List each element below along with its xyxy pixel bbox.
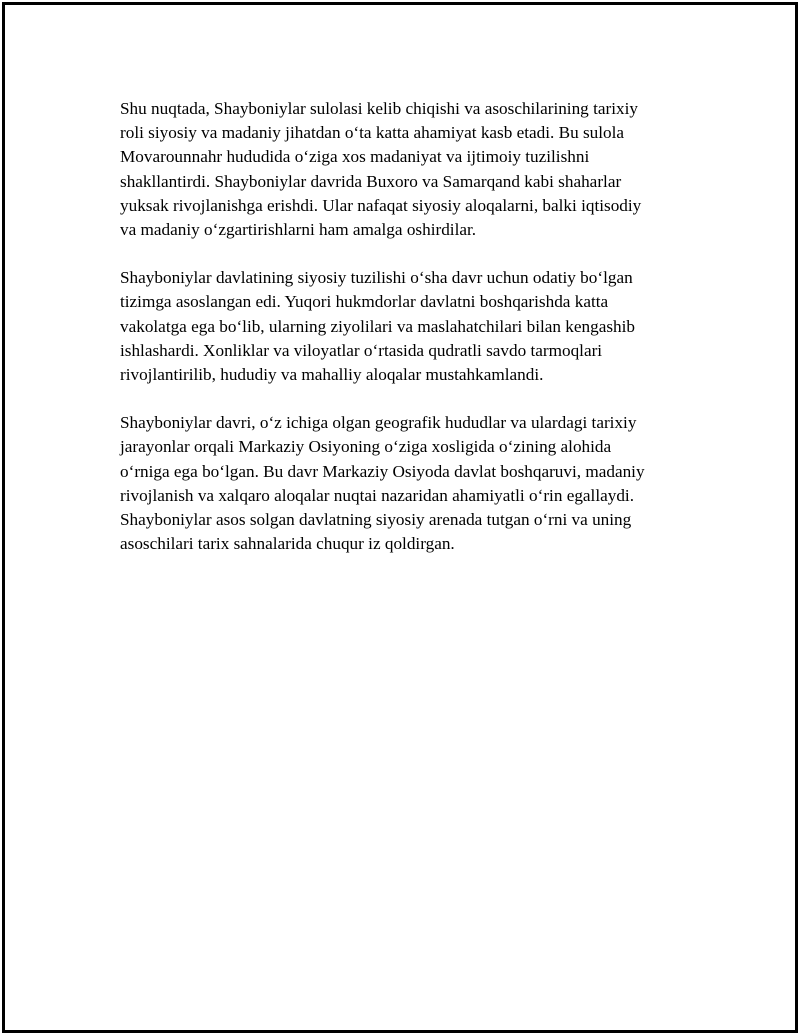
paragraph-2: Shayboniylar davlatining siyosiy tuzilishi o‘sha davr uchun odatiy bo‘lgan tizimga asoslangan edi. Yuqori hukmdorlar davlatni boshqarishda katta vakolatga ega bo‘lib, ularning ziyolilari va maslahatchilari bilan kengashib ishlashardi. Xonliklar va viloyatlar o‘rtasida qudratli savdo tarmoqlari rivojlantirilib, hududiy va mahalliy aloqalar mustahkamlandi. <box>120 268 635 385</box>
paragraph-3: Shayboniylar davri, o‘z ichiga olgan geografik hududlar va ulardagi tarixiy jarayonlar orqali Markaziy Osiyoning o‘ziga xosligida o‘zining alohida o‘rniga ega bo‘lgan. Bu davr Markaziy Osiyoda davlat boshqaruvi, madaniy rivojlanish va xalqaro aloqalar nuqtai nazaridan ahamiyatli o‘rin egallaydi. Shayboniylar asos solgan davlatning siyosiy arenada tutgan o‘rni va uning asoschilari tarix sahnalarida chuqur iz qoldirgan. <box>120 413 645 554</box>
paragraph-1: Shu nuqtada, Shayboniylar sulolasi kelib chiqishi va asoschilarining tarixiy roli siyosiy va madaniy jihatdan o‘ta katta ahamiyat kasb etadi. Bu sulola Movarounnahr hududida o‘ziga xos madaniyat va ijtimoiy tuzilishni shakllantirdi. Shayboniylar davrida Buxoro va Samarqand kabi shaharlar yuksak rivojlanishga erishdi. Ular nafaqat siyosiy aloqalarni, balki iqtisodiy va madaniy o‘zgartirishlarni ham amalga oshirdilar. <box>120 99 642 240</box>
page-border <box>2 2 798 1033</box>
document-body <box>120 97 690 580</box>
